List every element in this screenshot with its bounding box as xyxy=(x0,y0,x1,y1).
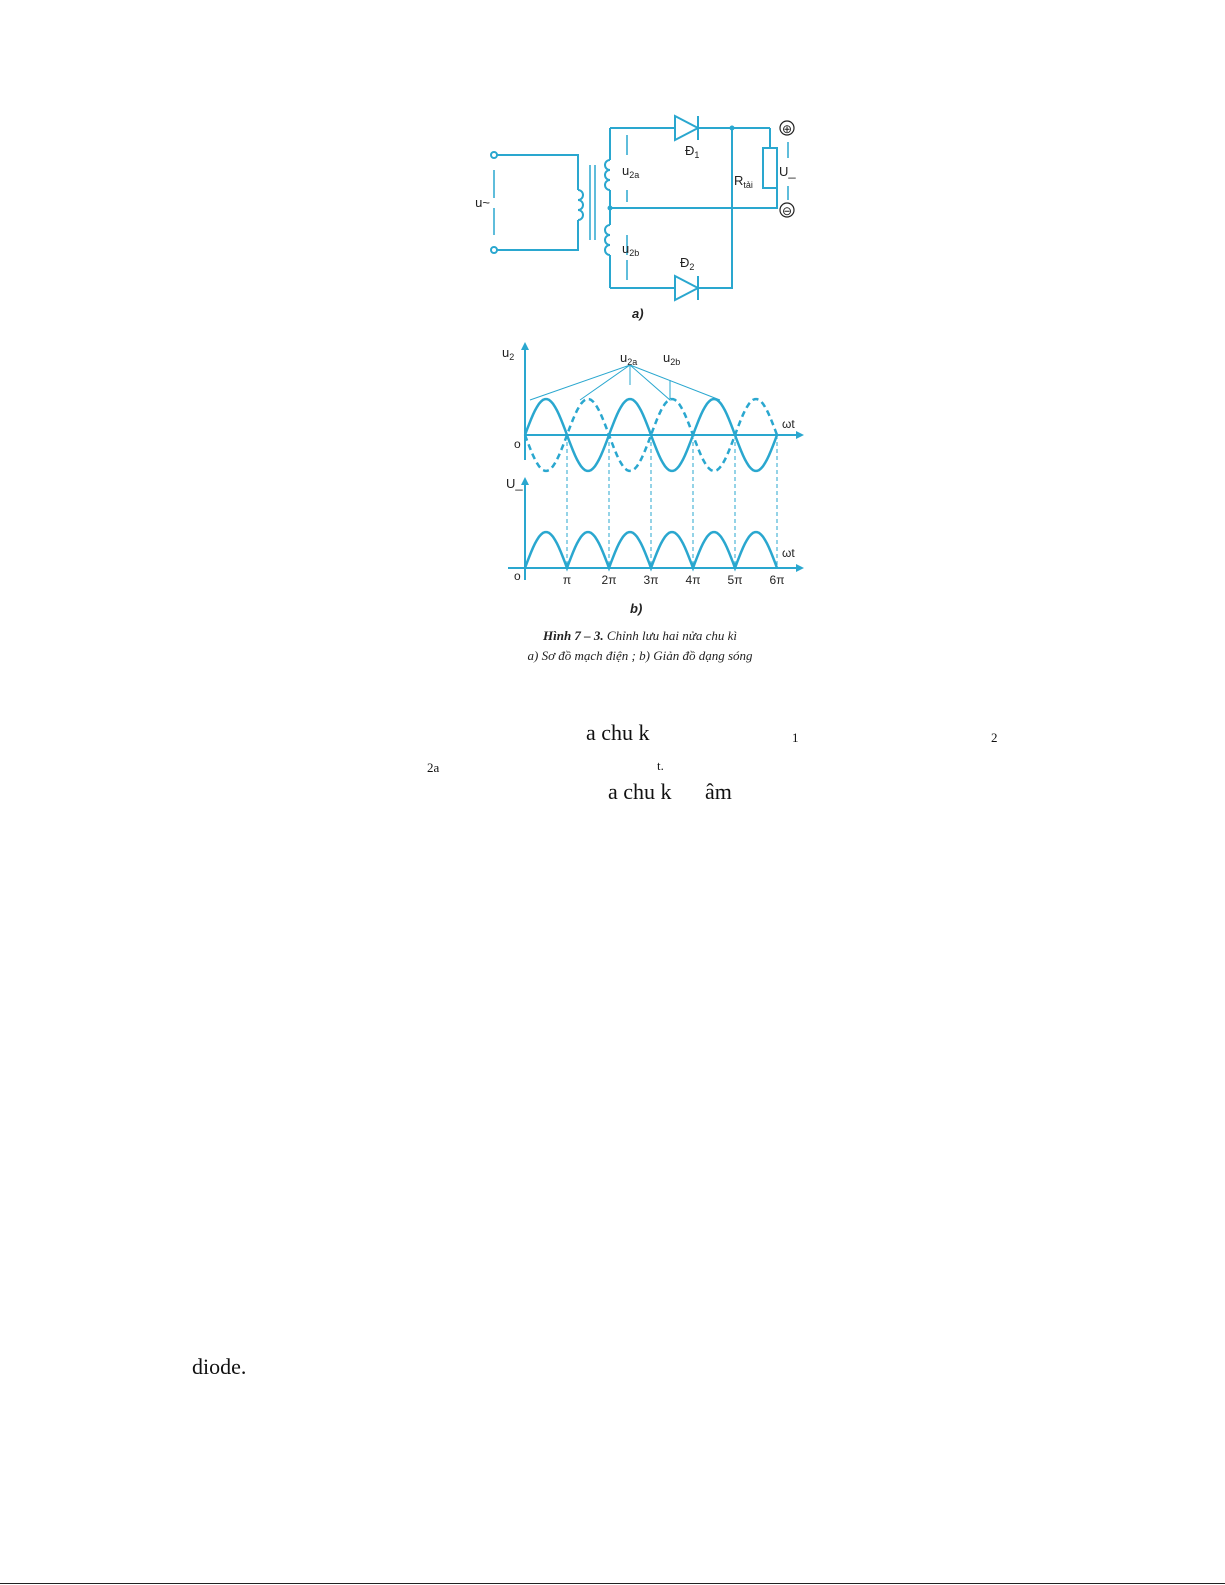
legend-u2a: $u_{2a}$ xyxy=(620,350,638,367)
figure-number: Hình 7 – 3. xyxy=(542,628,604,643)
secondary-coil-b xyxy=(605,225,610,255)
text-fragment-8: diode. xyxy=(192,1354,247,1379)
figure-caption-subtitle: a) Sơ đồ mạch điện ; b) Giản đồ dạng sóng xyxy=(527,648,753,663)
text-fragment-7: âm xyxy=(705,779,732,804)
primary-coil xyxy=(578,190,583,220)
minus-symbol: ⊖ xyxy=(781,204,793,218)
tick-label: 3π xyxy=(643,573,659,587)
panel-b-label: b) xyxy=(630,601,643,616)
top-y-label: $u_2$ xyxy=(502,345,515,362)
axis-arrowheads xyxy=(521,342,804,572)
text-fragment-3: 2 xyxy=(991,730,998,745)
figure-title: Chỉnh lưu hai nửa chu kì xyxy=(603,628,738,643)
bottom-x-label: ωt xyxy=(782,546,795,560)
secondary-coil-a xyxy=(605,160,610,190)
projection-lines xyxy=(567,435,777,568)
input-voltage-label: u~ xyxy=(475,195,490,210)
d2-label: $Đ_2$ xyxy=(680,255,695,272)
diode-d2 xyxy=(675,276,698,300)
tick-label: 6π xyxy=(769,573,785,587)
top-x-label: ωt xyxy=(782,417,795,431)
load-label: $R_{tải}$ xyxy=(734,173,753,190)
figure-caption-title xyxy=(470,628,810,644)
input-terminal-top xyxy=(491,152,497,158)
load-resistor xyxy=(763,148,777,188)
bottom-origin: o xyxy=(514,569,521,583)
plus-symbol: ⊕ xyxy=(781,122,793,136)
text-fragment-1: a chu k xyxy=(586,720,650,745)
diode-d1 xyxy=(675,116,698,140)
output-voltage-label: U_ xyxy=(779,164,796,179)
tick-label: π xyxy=(562,573,572,587)
panel-a-label: a) xyxy=(632,306,644,321)
input-terminal-bottom xyxy=(491,247,497,253)
text-fragment-2: 1 xyxy=(792,730,799,745)
tick-label: 2π xyxy=(601,573,617,587)
top-origin: o xyxy=(514,437,521,451)
tick-labels xyxy=(563,573,785,587)
page-bottom-rule xyxy=(0,1583,1225,1584)
text-fragment-4: 2a xyxy=(427,760,440,775)
u2a-label: $u_{2a}$ xyxy=(622,163,640,180)
circuit-diagram xyxy=(491,116,788,300)
primary-wire-top xyxy=(497,155,578,190)
text-fragment-6: a chu k xyxy=(608,779,672,804)
bottom-y-label: U_ xyxy=(506,476,523,491)
d1-label: $Đ_1$ xyxy=(685,143,700,160)
figure-7-3 xyxy=(470,110,810,680)
tick-label: 4π xyxy=(685,573,701,587)
load-wire-bottom xyxy=(770,188,777,208)
legend-leaders xyxy=(530,365,720,400)
u2b-label: $u_{2b}$ xyxy=(622,241,640,258)
waveform-plots xyxy=(508,342,804,580)
text-fragment-5: t. xyxy=(657,758,664,773)
legend-u2b: $u_{2b}$ xyxy=(663,350,681,367)
tick-label: 5π xyxy=(727,573,743,587)
figure-svg xyxy=(470,110,810,680)
primary-wire-bottom xyxy=(497,220,578,250)
